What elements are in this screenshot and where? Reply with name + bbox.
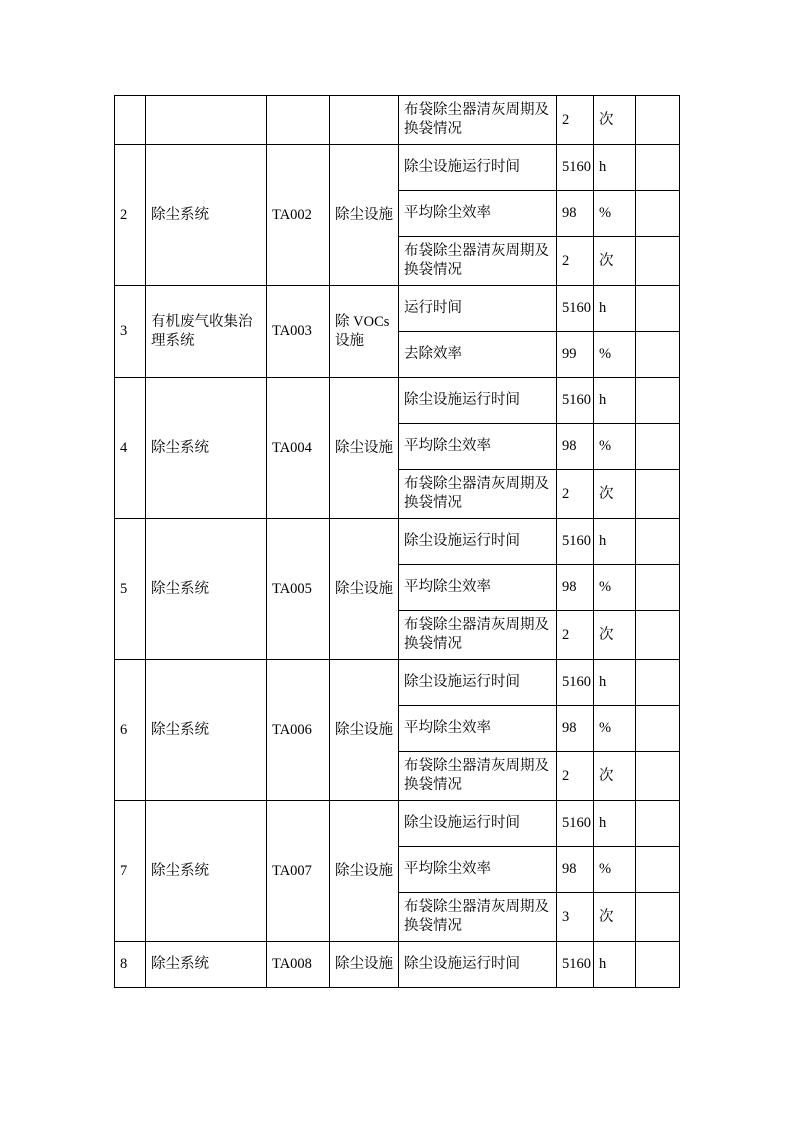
- cell-parameter-unit: h: [594, 942, 636, 988]
- cell-note-empty: [636, 96, 680, 145]
- cell-parameter-label: 除尘设施运行时间: [399, 378, 557, 424]
- cell-note-empty: [636, 237, 680, 286]
- cell-parameter-unit: h: [594, 378, 636, 424]
- table-row: [115, 801, 680, 847]
- cell-item-number: 4: [115, 378, 146, 519]
- cell-parameter-unit: h: [594, 519, 636, 565]
- cell-system-code: TA002: [267, 145, 330, 286]
- cell-parameter-value: 5160: [557, 660, 594, 706]
- cell-system-name: 除尘系统: [146, 145, 267, 286]
- cell-facility-type: [330, 96, 399, 145]
- table-body: [115, 96, 680, 988]
- cell-parameter-value: 2: [557, 611, 594, 660]
- cell-facility-type: 除 VOCs 设施: [330, 286, 399, 378]
- cell-facility-type: 除尘设施: [330, 942, 399, 988]
- cell-note-empty: [636, 565, 680, 611]
- cell-system-code: TA005: [267, 519, 330, 660]
- cell-note-empty: [636, 519, 680, 565]
- cell-note-empty: [636, 191, 680, 237]
- cell-note-empty: [636, 706, 680, 752]
- cell-parameter-unit: %: [594, 424, 636, 470]
- cell-note-empty: [636, 378, 680, 424]
- table-row: [115, 378, 680, 424]
- cell-note-empty: [636, 942, 680, 988]
- cell-parameter-label: 布袋除尘器清灰周期及换袋情况: [399, 96, 557, 145]
- cell-parameter-unit: %: [594, 706, 636, 752]
- cell-parameter-label: 平均除尘效率: [399, 424, 557, 470]
- cell-parameter-value: 98: [557, 847, 594, 893]
- cell-parameter-label: 平均除尘效率: [399, 706, 557, 752]
- cell-note-empty: [636, 332, 680, 378]
- cell-item-number: 3: [115, 286, 146, 378]
- cell-parameter-unit: %: [594, 191, 636, 237]
- cell-parameter-unit: 次: [594, 893, 636, 942]
- cell-system-code: [267, 96, 330, 145]
- cell-item-number: [115, 96, 146, 145]
- cell-parameter-unit: %: [594, 565, 636, 611]
- cell-parameter-label: 布袋除尘器清灰周期及换袋情况: [399, 893, 557, 942]
- cell-parameter-value: 98: [557, 424, 594, 470]
- cell-system-code: TA008: [267, 942, 330, 988]
- table-row: [115, 942, 680, 988]
- cell-system-code: TA003: [267, 286, 330, 378]
- cell-parameter-value: 5160: [557, 286, 594, 332]
- cell-parameter-value: 98: [557, 565, 594, 611]
- cell-parameter-label: 平均除尘效率: [399, 847, 557, 893]
- cell-parameter-label: 除尘设施运行时间: [399, 660, 557, 706]
- cell-system-code: TA007: [267, 801, 330, 942]
- cell-facility-type: 除尘设施: [330, 519, 399, 660]
- cell-parameter-label: 平均除尘效率: [399, 191, 557, 237]
- equipment-parameters-table: [114, 95, 680, 988]
- cell-parameter-value: 5160: [557, 519, 594, 565]
- cell-item-number: 6: [115, 660, 146, 801]
- cell-parameter-value: 3: [557, 893, 594, 942]
- cell-item-number: 8: [115, 942, 146, 988]
- cell-system-name: 除尘系统: [146, 942, 267, 988]
- cell-system-name: 除尘系统: [146, 519, 267, 660]
- cell-parameter-unit: 次: [594, 752, 636, 801]
- cell-facility-type: 除尘设施: [330, 378, 399, 519]
- cell-parameter-label: 除尘设施运行时间: [399, 942, 557, 988]
- cell-parameter-label: 布袋除尘器清灰周期及换袋情况: [399, 752, 557, 801]
- cell-note-empty: [636, 470, 680, 519]
- cell-parameter-label: 平均除尘效率: [399, 565, 557, 611]
- cell-parameter-unit: h: [594, 145, 636, 191]
- cell-parameter-unit: h: [594, 801, 636, 847]
- cell-parameter-unit: %: [594, 332, 636, 378]
- cell-parameter-value: 98: [557, 706, 594, 752]
- cell-parameter-label: 布袋除尘器清灰周期及换袋情况: [399, 611, 557, 660]
- cell-system-code: TA006: [267, 660, 330, 801]
- cell-facility-type: 除尘设施: [330, 660, 399, 801]
- cell-system-name: 有机废气收集治理系统: [146, 286, 267, 378]
- cell-system-name: 除尘系统: [146, 801, 267, 942]
- cell-parameter-label: 布袋除尘器清灰周期及换袋情况: [399, 237, 557, 286]
- cell-note-empty: [636, 145, 680, 191]
- cell-parameter-value: 2: [557, 237, 594, 286]
- cell-facility-type: 除尘设施: [330, 145, 399, 286]
- cell-item-number: 2: [115, 145, 146, 286]
- cell-item-number: 7: [115, 801, 146, 942]
- cell-parameter-value: 2: [557, 96, 594, 145]
- cell-item-number: 5: [115, 519, 146, 660]
- cell-note-empty: [636, 424, 680, 470]
- cell-parameter-value: 5160: [557, 378, 594, 424]
- cell-system-name: 除尘系统: [146, 378, 267, 519]
- cell-note-empty: [636, 893, 680, 942]
- cell-parameter-label: 除尘设施运行时间: [399, 519, 557, 565]
- cell-parameter-unit: h: [594, 660, 636, 706]
- cell-parameter-label: 去除效率: [399, 332, 557, 378]
- cell-system-name: 除尘系统: [146, 660, 267, 801]
- cell-parameter-unit: 次: [594, 611, 636, 660]
- cell-parameter-value: 2: [557, 470, 594, 519]
- table-row: [115, 286, 680, 332]
- cell-parameter-value: 98: [557, 191, 594, 237]
- cell-parameter-unit: %: [594, 847, 636, 893]
- cell-parameter-unit: 次: [594, 470, 636, 519]
- cell-note-empty: [636, 801, 680, 847]
- cell-system-name: [146, 96, 267, 145]
- cell-parameter-value: 2: [557, 752, 594, 801]
- cell-parameter-value: 5160: [557, 942, 594, 988]
- cell-parameter-value: 99: [557, 332, 594, 378]
- cell-parameter-unit: 次: [594, 237, 636, 286]
- cell-system-code: TA004: [267, 378, 330, 519]
- table-row: [115, 145, 680, 191]
- cell-note-empty: [636, 286, 680, 332]
- cell-parameter-label: 布袋除尘器清灰周期及换袋情况: [399, 470, 557, 519]
- cell-note-empty: [636, 847, 680, 893]
- cell-parameter-label: 除尘设施运行时间: [399, 145, 557, 191]
- table-row: [115, 660, 680, 706]
- cell-parameter-label: 除尘设施运行时间: [399, 801, 557, 847]
- cell-parameter-label: 运行时间: [399, 286, 557, 332]
- cell-parameter-unit: 次: [594, 96, 636, 145]
- cell-note-empty: [636, 752, 680, 801]
- table-row: [115, 519, 680, 565]
- cell-parameter-value: 5160: [557, 145, 594, 191]
- cell-facility-type: 除尘设施: [330, 801, 399, 942]
- table-row: [115, 96, 680, 145]
- cell-parameter-value: 5160: [557, 801, 594, 847]
- cell-note-empty: [636, 611, 680, 660]
- cell-note-empty: [636, 660, 680, 706]
- cell-parameter-unit: h: [594, 286, 636, 332]
